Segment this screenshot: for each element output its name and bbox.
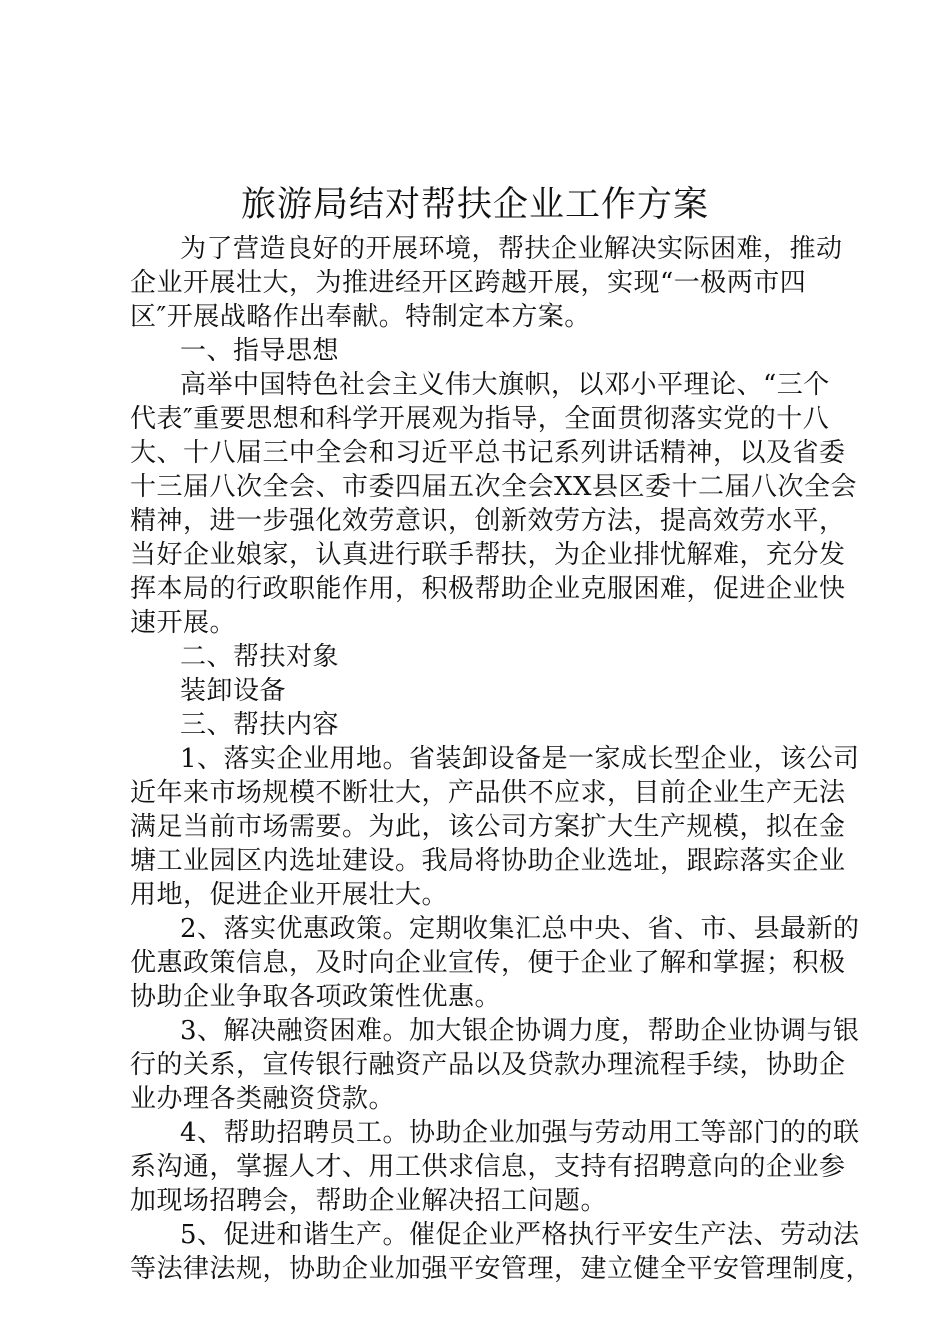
text-line: 1、落实企业用地。省装卸设备是一家成长型企业，该公司 [180, 744, 860, 774]
section-heading: 三、帮扶内容 [180, 710, 340, 740]
text-line: 2、落实优惠政策。定期收集汇总中央、省、市、县最新的 [180, 914, 860, 944]
text-line: 当好企业娘家，认真进行联手帮扶，为企业排忧解难，充分发 [130, 540, 846, 570]
text-line: 挥本局的行政职能作用，积极帮助企业克服困难，促进企业快 [130, 574, 846, 604]
text-line: 代表″重要思想和科学开展观为指导，全面贯彻落实党的十八 [130, 404, 830, 434]
text-line: 塘工业园区内选址建设。我局将协助企业选址，跟踪落实企业 [130, 846, 846, 876]
text-line: 4、帮助招聘员工。协助企业加强与劳动用工等部门的的联 [180, 1118, 860, 1148]
text-line: 装卸设备 [180, 676, 287, 706]
text-line: 5、促进和谐生产。催促企业严格执行平安生产法、劳动法 [180, 1220, 860, 1250]
text-line: 近年来市场规模不断壮大，产品供不应求，目前企业生产无法 [130, 778, 846, 808]
text-line: 十三届八次全会、市委四届五次全会XX县区委十二届八次全会 [130, 472, 858, 502]
text-line: 企业开展壮大，为推进经开区跨越开展，实现“一极两市四 [130, 268, 807, 298]
text-line: 协助企业争取各项政策性优惠。 [130, 982, 502, 1012]
text-line: 满足当前市场需要。为此，该公司方案扩大生产规模，拟在金 [130, 812, 846, 842]
text-line: 大、十八届三中全会和习近平总书记系列讲话精神，以及省委 [130, 438, 846, 468]
text-line: 等法律法规，协助企业加强平安管理，建立健全平安管理制度， [130, 1254, 873, 1284]
text-line: 3、解决融资困难。加大银企协调力度，帮助企业协调与银 [180, 1016, 860, 1046]
text-line: 行的关系，宣传银行融资产品以及贷款办理流程手续，协助企 [130, 1050, 846, 1080]
text-line: 业办理各类融资贷款。 [130, 1084, 396, 1114]
text-line: 为了营造良好的开展环境，帮扶企业解决实际困难，推动 [180, 234, 843, 264]
section-heading: 一、指导思想 [180, 336, 340, 366]
text-line: 速开展。 [130, 608, 237, 638]
section-heading: 二、帮扶对象 [180, 642, 340, 672]
text-line: 区″开展战略作出奉献。特制定本方案。 [130, 302, 591, 332]
text-line: 优惠政策信息，及时向企业宣传，便于企业了解和掌握；积极 [130, 948, 846, 978]
text-line: 加现场招聘会，帮助企业解决招工问题。 [130, 1186, 608, 1216]
text-line: 高举中国特色社会主义伟大旗帜，以邓小平理论、“三个 [180, 370, 830, 400]
text-line: 精神，进一步强化效劳意识，创新效劳方法，提高效劳水平， [130, 506, 846, 536]
text-line: 系沟通，掌握人才、用工供求信息，支持有招聘意向的企业参 [130, 1152, 846, 1182]
document-title: 旅游局结对帮扶企业工作方案 [240, 185, 709, 225]
text-line: 用地，促进企业开展壮大。 [130, 880, 449, 910]
